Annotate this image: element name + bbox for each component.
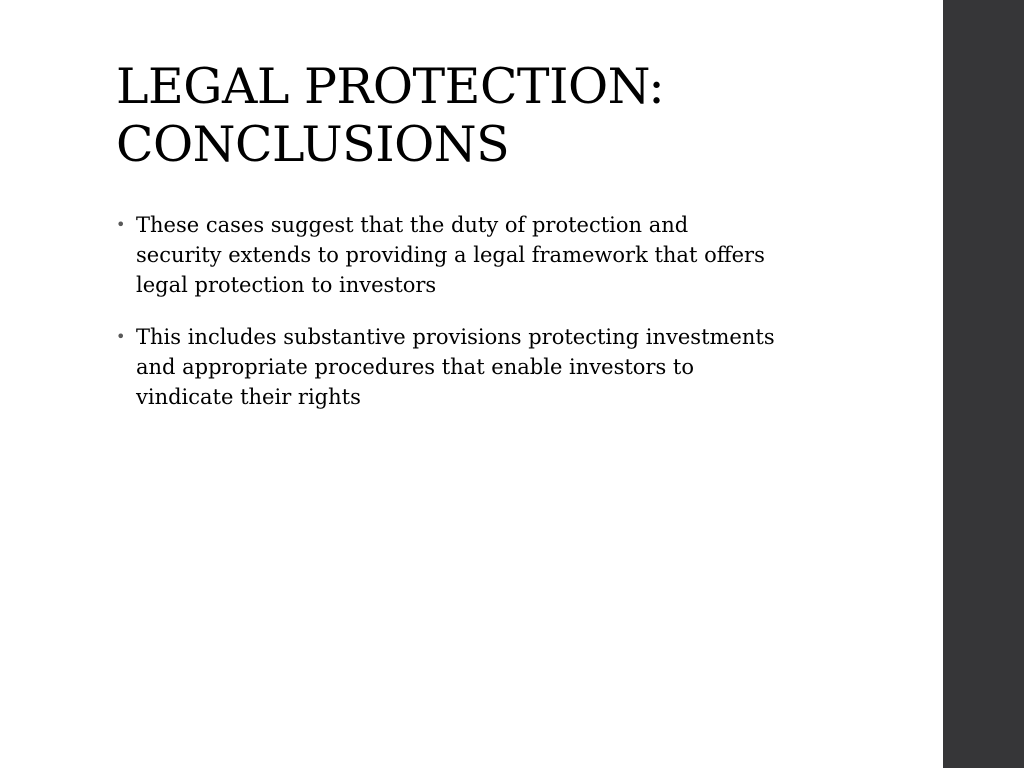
slide-title xyxy=(116,58,896,174)
bullet-text: These cases suggest that the duty of protection and security extends to providing a legal framework that offers legal protection to investors xyxy=(136,213,765,297)
bullet-icon: • xyxy=(116,215,126,234)
bullet-text: This includes substantive provisions protecting investments and appropriate procedures that enable investors to vindicate their rights xyxy=(136,325,775,409)
bullet-list xyxy=(116,210,776,434)
slide-title-line-1: LEGAL PROTECTION: xyxy=(116,58,665,115)
bullet-item xyxy=(116,322,776,412)
bullet-item xyxy=(116,210,776,300)
slide-title-line-2: CONCLUSIONS xyxy=(116,116,510,173)
bullet-icon: • xyxy=(116,327,126,346)
side-accent-bar xyxy=(943,0,1024,768)
